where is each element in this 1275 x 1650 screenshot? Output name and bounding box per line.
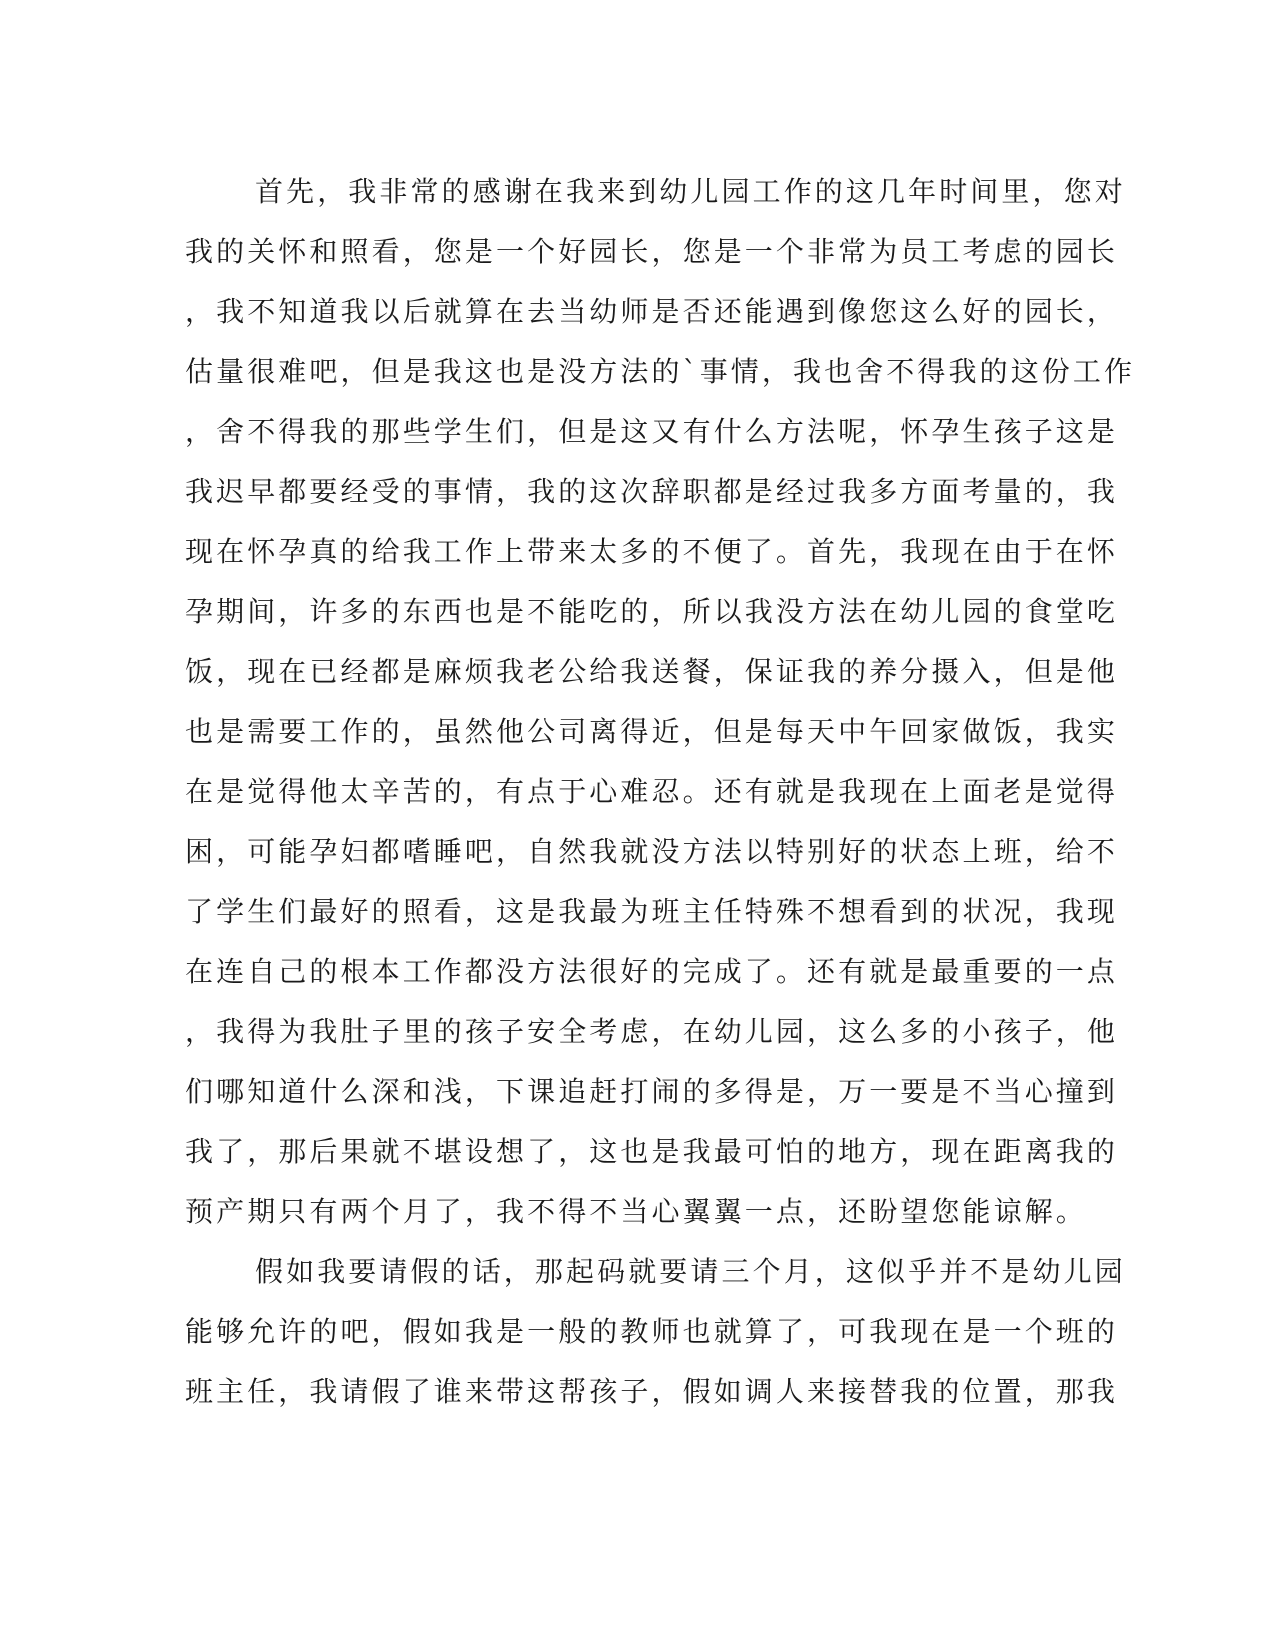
text-line: 现在怀孕真的给我工作上带来太多的不便了。首先，我现在由于在怀 (185, 535, 1119, 568)
text-line: 预产期只有两个月了，我不得不当心翼翼一点，还盼望您能谅解。 (185, 1195, 1087, 1228)
text-line: 估量很难吧，但是我这也是没方法的`事情，我也舍不得我的这份工作 (185, 355, 1136, 388)
text-line: 我了，那后果就不堪设想了，这也是我最可怕的地方，现在距离我的 (185, 1135, 1119, 1168)
text-line: 我迟早都要经受的事情，我的这次辞职都是经过我多方面考量的，我 (185, 475, 1119, 508)
text-line: 也是需要工作的，虽然他公司离得近，但是每天中午回家做饭，我实 (185, 715, 1119, 748)
text-line: ，我得为我肚子里的孩子安全考虑，在幼儿园，这么多的小孩子，他 (185, 1015, 1119, 1048)
text-line: 在连自己的根本工作都没方法很好的完成了。还有就是最重要的一点 (185, 955, 1119, 988)
text-line: ，我不知道我以后就算在去当幼师是否还能遇到像您这么好的园长， (185, 295, 1119, 328)
text-line: 孕期间，许多的东西也是不能吃的，所以我没方法在幼儿园的食堂吃 (185, 595, 1119, 628)
text-line: 能够允许的吧，假如我是一般的教师也就算了，可我现在是一个班的 (185, 1315, 1119, 1348)
text-line: 饭，现在已经都是麻烦我老公给我送餐，保证我的养分摄入，但是他 (185, 655, 1119, 688)
paragraph-2 (185, 1242, 1126, 1422)
text-line: 班主任，我请假了谁来带这帮孩子，假如调人来接替我的位置，那我 (185, 1375, 1119, 1408)
text-line: 了学生们最好的照看，这是我最为班主任特殊不想看到的状况，我现 (185, 895, 1119, 928)
text-line: 首先，我非常的感谢在我来到幼儿园工作的这几年时间里，您对 (255, 175, 1126, 208)
text-line: 在是觉得他太辛苦的，有点于心难忍。还有就是我现在上面老是觉得 (185, 775, 1119, 808)
text-line: 我的关怀和照看，您是一个好园长，您是一个非常为员工考虑的园长 (185, 235, 1119, 268)
paragraph-1 (185, 162, 1136, 1242)
text-line: ，舍不得我的那些学生们，但是这又有什么方法呢，怀孕生孩子这是 (185, 415, 1119, 448)
text-line: 假如我要请假的话，那起码就要请三个月，这似乎并不是幼儿园 (255, 1255, 1126, 1288)
text-line: 困，可能孕妇都嗜睡吧，自然我就没方法以特别好的状态上班，给不 (185, 835, 1119, 868)
document-body (185, 162, 1136, 1422)
text-line: 们哪知道什么深和浅，下课追赶打闹的多得是，万一要是不当心撞到 (185, 1075, 1119, 1108)
